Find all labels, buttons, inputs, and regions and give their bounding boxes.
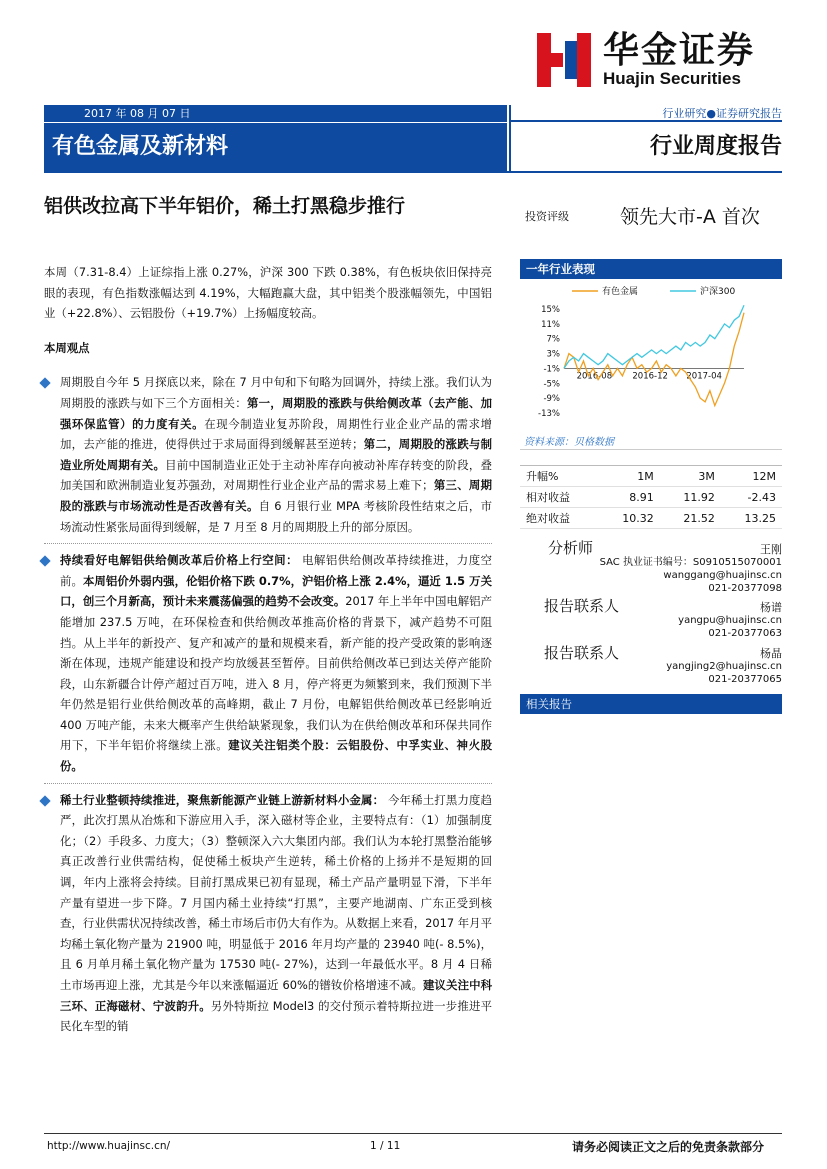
header-rule — [44, 171, 782, 173]
legend-label: 沪深300 — [700, 287, 736, 297]
table-cell: 相对收益 — [520, 487, 599, 508]
analyst-name: 王刚 — [760, 543, 782, 556]
table-cell: 升幅% — [520, 466, 599, 487]
table-cell: 13.25 — [721, 508, 782, 529]
y-tick-label: -9% — [543, 394, 560, 405]
x-tick-label: 2016-08 — [576, 371, 613, 382]
bullet-text: 另外特斯拉 Model3 的交付预示着特斯拉进一步推进平民化车型的销 — [60, 998, 492, 1034]
bullet-emphasis: 本周铝价外弱内强，伦铝价格下跌 0.7%，沪铝价格上涨 2.4%，逼近 1.5 万关口，创三个月新高，预计未来震荡偏强的趋势不会改变。 — [60, 573, 492, 609]
diamond-bullet-icon — [39, 378, 50, 389]
bullet-emphasis: 稀土行业整顿持续推进，聚焦新能源产业链上游新材料小金属： — [60, 792, 385, 807]
table-cell: 21.52 — [660, 508, 721, 529]
bullet-text: 目前中国制造业正处于主动补库存向被动补库存转变的阶段，叠加美国和欧洲制造业复苏强劲，对周期性行业企业产品的需求易上难下； — [60, 457, 492, 493]
report-kind: 行业研究●证券研究报告 — [511, 105, 782, 122]
bullet-text: 电解铝供给侧改革持续推进，力度空前。 — [60, 553, 492, 588]
contact-email[interactable]: yangjing2@huajinsc.cn — [666, 661, 782, 672]
page-title: 铝供改拉高下半年铝价，稀土打黑稳步推行 — [44, 195, 406, 217]
legend-label: 有色金属 — [602, 287, 639, 297]
bullet-item — [44, 790, 492, 1037]
y-tick-label: 3% — [546, 349, 560, 360]
report-date: 2017 年 08 月 07 日 — [44, 105, 507, 122]
footer-url[interactable]: http://www.huajinsc.cn/ — [47, 1140, 171, 1152]
contact-phone: 021-20377065 — [708, 674, 782, 685]
y-tick-label: -13% — [538, 409, 560, 419]
intro-paragraph: 本周（7.31-8.4）上证综指上涨 0.27%，沪深 300 下跌 0.38%，有色板块依旧保持亮眼的表现，有色指数涨幅达到 4.19%，大幅跑赢大盘，其中铝类个股涨幅领先，中国铝业（+22.8%）、云铝股份（+19.7%）上扬幅度较高。 — [44, 265, 492, 321]
divider — [520, 449, 782, 450]
brand-name-en: Huajin Securities — [603, 69, 741, 88]
industry-category: 有色金属及新材料 — [44, 123, 507, 171]
report-type: 行业周度报告 — [649, 134, 782, 159]
contact-title: 报告联系人 — [544, 644, 620, 662]
bullet-emphasis: 第一，周期股的涨跌与供给侧改革（去产能、加强环保监管）的力度有关。 — [60, 395, 492, 431]
bullet-emphasis: 第三、周期股的涨跌与市场流动性是否改善有关。 — [60, 478, 492, 513]
page-number: 1 / 11 — [370, 1140, 401, 1152]
chart-source: 资料来源：贝格数据 — [524, 437, 614, 448]
table-cell: 3M — [660, 466, 721, 487]
table-cell: 11.92 — [660, 487, 721, 508]
bullet-text: 今年稀土打黑力度趋严，此次打黑从冶炼和下游应用入手，深入磁材等企业，主要特点有：（1）加强制度化；（2）手段多、力度大；（3）整顿深入六大集团内部。我们认为本轮打黑整治能够真正改善行业供需结构，促使稀土板块产生逆转，稀土价格的上扬并不是短期的回调，年内上涨将会持续。目前打黑成果已初有显现，稀土产品产量明显下滑，下半年产量有望进一步下降。7 月国内稀土业持续“打黑”，主要产地湖南、广东正受到核查，行业供需状况持续改善，稀土市场后市仍大有作为。从数据上来看，2017 年月平均稀土氧化物产量为 21900 吨，明显低于 2016 年月均产量的 23940 吨(- 8.5%)，且 6 月单月稀土氧化物产量为 17530 吨(- 27%)，达到一年最低水平。8 月 4 日稀土市场再迎上涨，尤其是今年以来涨幅逼近 60%的镨钕价格增速不减。 — [60, 792, 492, 992]
table-row — [520, 508, 782, 529]
bullet-text: 周期股自今年 5 月探底以来，除在 7 月中旬和下旬略为回调外，持续上涨。我们认为周期股的涨跌与如下三个方面相关： — [60, 375, 492, 410]
performance-table — [520, 465, 782, 529]
bullet-emphasis: 第二，周期股的涨跌与制造业所处周期有关。 — [60, 437, 492, 472]
bullet-emphasis: 持续看好电解铝供给侧改革后价格上行空间： — [60, 553, 298, 568]
related-reports-title: 相关报告 — [520, 694, 782, 714]
bullet-text: 2017 年上半年中国电解铝产能增加 237.5 万吨，在环保检查和供给侧改革推高价格的背景下，减产趋势不可阻挡。从上半年的新投产、复产和减产的量和规模来看，新产能的投产受政策的影响逐渐在体现，违规产能建设和投产均放缓甚至暂停。目前供给侧改革已到达关停产能阶段，山东新疆合计停产超过百万吨，进入 8 月，停产将更为频繁到来，我们预测下半年仍然是铝行业供给侧改革的高峰期，截止 7 月份，电解铝供给侧改革已经影响近 400 万吨产能，未来大概率产生供给缺紧现象，我们认为在供给侧改革和环保共同作用下，下半年铝价将继续上涨。 — [60, 594, 492, 753]
contact-email[interactable]: yangpu@huajinsc.cn — [678, 615, 782, 626]
chart-title: 一年行业表现 — [520, 259, 782, 279]
contact-name: 杨晶 — [760, 647, 782, 660]
contact-info — [540, 647, 782, 686]
analyst-phone: 021-20377098 — [708, 583, 782, 594]
table-cell: 绝对收益 — [520, 508, 599, 529]
bullet-item — [44, 550, 492, 777]
table-cell: 8.91 — [599, 487, 660, 508]
table-cell: 10.32 — [599, 508, 660, 529]
rating-value: 领先大市-A 首次 — [620, 206, 760, 228]
analyst-cert: SAC 执业证书编号：S0910515070001 — [599, 557, 782, 568]
analyst-info — [540, 543, 782, 595]
x-tick-label: 2016-12 — [632, 371, 668, 382]
y-tick-label: -5% — [543, 379, 560, 390]
bullet-emphasis: 建议关注铝类个股：云铝股份、中孚实业、神火股份。 — [60, 738, 492, 774]
analyst-email[interactable]: wanggang@huajinsc.cn — [663, 570, 782, 581]
x-tick-label: 2017-04 — [686, 371, 722, 382]
bullet-text: 自 6 月银行业 MPA 考核阶段性结束之后，市场流动性紧张局面得到缓解，是 7 月至 8 月的周期股上升的部分原因。 — [60, 498, 492, 534]
y-tick-label: 7% — [546, 334, 560, 345]
y-tick-label: -1% — [543, 364, 560, 375]
disclaimer: 请务必阅读正文之后的免责条款部分 — [572, 1140, 765, 1154]
table-cell: 1M — [599, 466, 660, 487]
footer-rule — [44, 1133, 782, 1134]
contact-title: 报告联系人 — [544, 597, 620, 615]
table-header-row — [520, 466, 782, 487]
logo-mark-icon — [537, 33, 591, 87]
table-cell: -2.43 — [721, 487, 782, 508]
industry-chart — [520, 283, 782, 423]
contact-phone: 021-20377063 — [708, 628, 782, 639]
section-title: 本周观点 — [44, 340, 90, 355]
brand-logo — [537, 30, 756, 88]
diamond-bullet-icon — [39, 795, 50, 806]
rating-label: 投资评级 — [525, 210, 569, 223]
series-line — [564, 305, 744, 368]
bullet-emphasis: 建议关注中科三环、正海磁材、宁波韵升。 — [60, 978, 492, 1013]
brand-name-cn: 华金证券 — [603, 30, 756, 71]
divider — [44, 783, 492, 784]
bullet-item — [44, 372, 492, 537]
bullet-list — [44, 372, 492, 1036]
divider — [44, 543, 492, 544]
y-tick-label: 11% — [541, 319, 560, 330]
table-cell: 12M — [721, 466, 782, 487]
main-body — [44, 262, 492, 1043]
contact-info — [540, 601, 782, 640]
y-tick-label: 15% — [541, 305, 560, 315]
table-row — [520, 487, 782, 508]
contact-name: 杨谱 — [760, 601, 782, 614]
bullet-text: 在现今制造业复苏阶段，周期性行业企业产品的需求增加，去产能的推进，使得供过于求局面得到缓解甚至逆转； — [60, 416, 492, 452]
diamond-bullet-icon — [39, 555, 50, 566]
analyst-title: 分析师 — [548, 539, 594, 557]
